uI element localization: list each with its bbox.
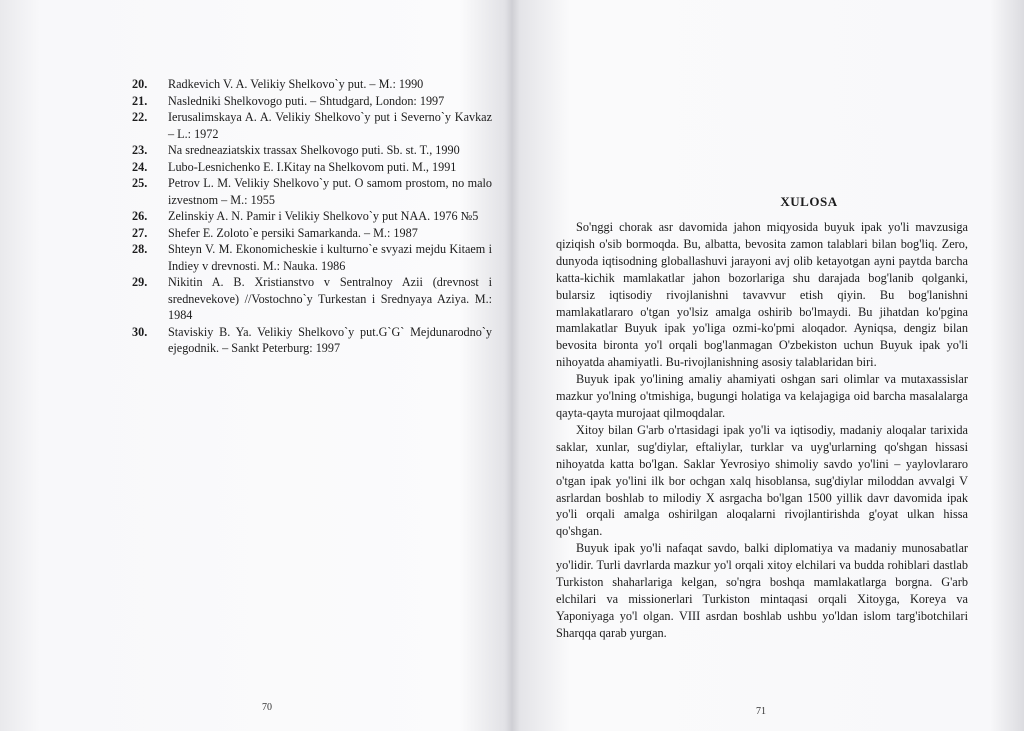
reference-text: Shteyn V. M. Ekonomicheskie i kulturno`e svyazi mejdu Kitaem i Indiey v drevnosti. M.: Nauka. 1986 bbox=[168, 242, 492, 273]
reference-number: 22. bbox=[132, 110, 148, 124]
reference-text: Petrov L. M. Velikiy Shelkovo`y put. O samom prostom, no malo izvestnom – M.: 1955 bbox=[168, 176, 492, 207]
reference-number: 27. bbox=[132, 225, 148, 240]
reference-text: Zelinskiy A. N. Pamir i Velikiy Shelkovo`y put NAA. 1976 №5 bbox=[168, 209, 479, 223]
reference-number: 24. bbox=[132, 159, 148, 174]
reference-number: 21. bbox=[132, 93, 148, 108]
reference-number: 29. bbox=[132, 275, 148, 289]
reference-item bbox=[120, 225, 492, 242]
reference-text: Na sredneaziatskix trassax Shelkovogo puti. Sb. st. T., 1990 bbox=[168, 143, 460, 157]
reference-item bbox=[120, 274, 492, 324]
reference-text: Staviskiy B. Ya. Velikiy Shelkovo`y put.G`G` Mejdunarodno`y ejegodnik. – Sankt Peterburg: 1997 bbox=[168, 324, 492, 355]
reference-text: Lubo-Lesnichenko E. I.Kitay na Shelkovom puti. M., 1991 bbox=[168, 159, 457, 174]
paragraph: Xitoy bilan G'arb o'rtasidagi ipak yo'li va iqtisodiy, madaniy aloqalar tarixida saklar, xunlar, sug'diylar, eftaliylar, turklar va uyg'urlarning qo'shgan hissasi nihoyatda katta bo'lgan. Saklar Yevrosiyo shimoliy savdo yo'lini – yaylovlararo o'tgan ipak yo'lini ilk bor ochgan xalq hisoblansa, sug'diylar miloddan avvalgi V asrlardan boshlab to milodiy X asrgacha bo'lgan 1500 yillik davr davomida ipak yo'li orqali amalga oshirilgan aloqalarni rivojlantirishda g'oyat ulkan hissa qo'shgan. bbox=[556, 422, 968, 539]
reference-text: Nasledniki Shelkovogo puti. – Shtudgard, London: 1997 bbox=[168, 93, 445, 108]
section-body bbox=[556, 219, 968, 642]
page-number-right: 71 bbox=[756, 706, 766, 717]
reference-number: 26. bbox=[132, 209, 148, 223]
reference-item bbox=[120, 175, 492, 208]
page-number-left: 70 bbox=[262, 702, 272, 713]
paragraph: So'nggi chorak asr davomida jahon miqyosida buyuk ipak yo'li mavzusiga qiziqish o'sib bormoqda. Bu, albatta, bevosita zamon talablari bilan bog'liq. Zero, dunyoda iqtisodning globallashuvi jarayoni avj olib ketayotgan ayni paytda barcha katta-kichik mamlakatlar jahon bozorlariga shu darajada bog'lanib qolganki, bularsiz iqtisodiy rivojlanishni tavavvur etish qiyin. Bu bog'lanishni mamlakatlararo o'tgan yo'lsiz amalga oshirib bo'lmaydi. Bu jihatdan ko'pgina mamlakatlar Buyuk ipak yo'liga ozmi-ko'pmi aloqador. Ayniqsa, dengiz bilan bevosita bironta yo'l orqali bog'lanmagan O'zbekiston uchun Buyuk ipak yo'li nihoyatda ahamiyatli. Bu-rivojlanishning asosiy talablaridan biri. bbox=[556, 220, 968, 370]
reference-number: 28. bbox=[132, 242, 148, 256]
reference-text: Radkevich V. A. Velikiy Shelkovo`y put. – M.: 1990 bbox=[168, 77, 424, 91]
paragraph: Buyuk ipak yo'lining amaliy ahamiyati oshgan sari olimlar va mutaxassislar mazkur yo'lning o'tmishiga, bugungi holatiga va kelajagiga oid barcha masalalarga qayta-qayta murojaat qilmoqdalar. bbox=[556, 372, 968, 420]
reference-text: Ierusalimskaya A. A. Velikiy Shelkovo`y put i Severno`y Kavkaz – L.: 1972 bbox=[168, 110, 492, 141]
section-title: XULOSA bbox=[780, 194, 838, 209]
reference-item bbox=[120, 208, 492, 225]
left-page bbox=[0, 0, 510, 731]
reference-number: 20. bbox=[132, 77, 148, 91]
reference-number: 30. bbox=[132, 324, 148, 339]
reference-item bbox=[120, 159, 492, 176]
reference-number: 25. bbox=[132, 176, 148, 190]
reference-item bbox=[120, 109, 492, 142]
reference-list bbox=[120, 76, 492, 357]
reference-item bbox=[120, 142, 492, 159]
reference-text: Shefer E. Zoloto`e persiki Samarkanda. – M.: 1987 bbox=[168, 225, 418, 240]
paragraph: Buyuk ipak yo'li nafaqat savdo, balki diplomatiya va madaniy munosabatlar yo'lidir. Turli davrlarda mazkur yo'l orqali xitoy elchilari va budda rohiblari dastlab Turkiston shaharlariga kelgan, so'ngra boshqa mamlakatlarga borgna. G'arb elchilari va missionerlari Turkiston mintaqasi orqali Xitoyga, Koreya va Yaponiyaga yo'l olgan. VIII asrdan boshlab ushbu yo'ldan islom targ'ibotchilari Sharqqa qarab yurgan. bbox=[556, 541, 968, 640]
reference-item bbox=[120, 93, 492, 110]
reference-item bbox=[120, 76, 492, 93]
reference-text: Nikitin A. B. Xristianstvo v Sentralnoy Azii (drevnost i srednevekove) //Vostochno`y Turkestan i Srednyaya Aziya. M.: 1984 bbox=[168, 275, 492, 322]
right-page bbox=[514, 0, 1024, 731]
reference-number: 23. bbox=[132, 143, 148, 157]
reference-item bbox=[120, 324, 492, 357]
reference-item bbox=[120, 241, 492, 274]
